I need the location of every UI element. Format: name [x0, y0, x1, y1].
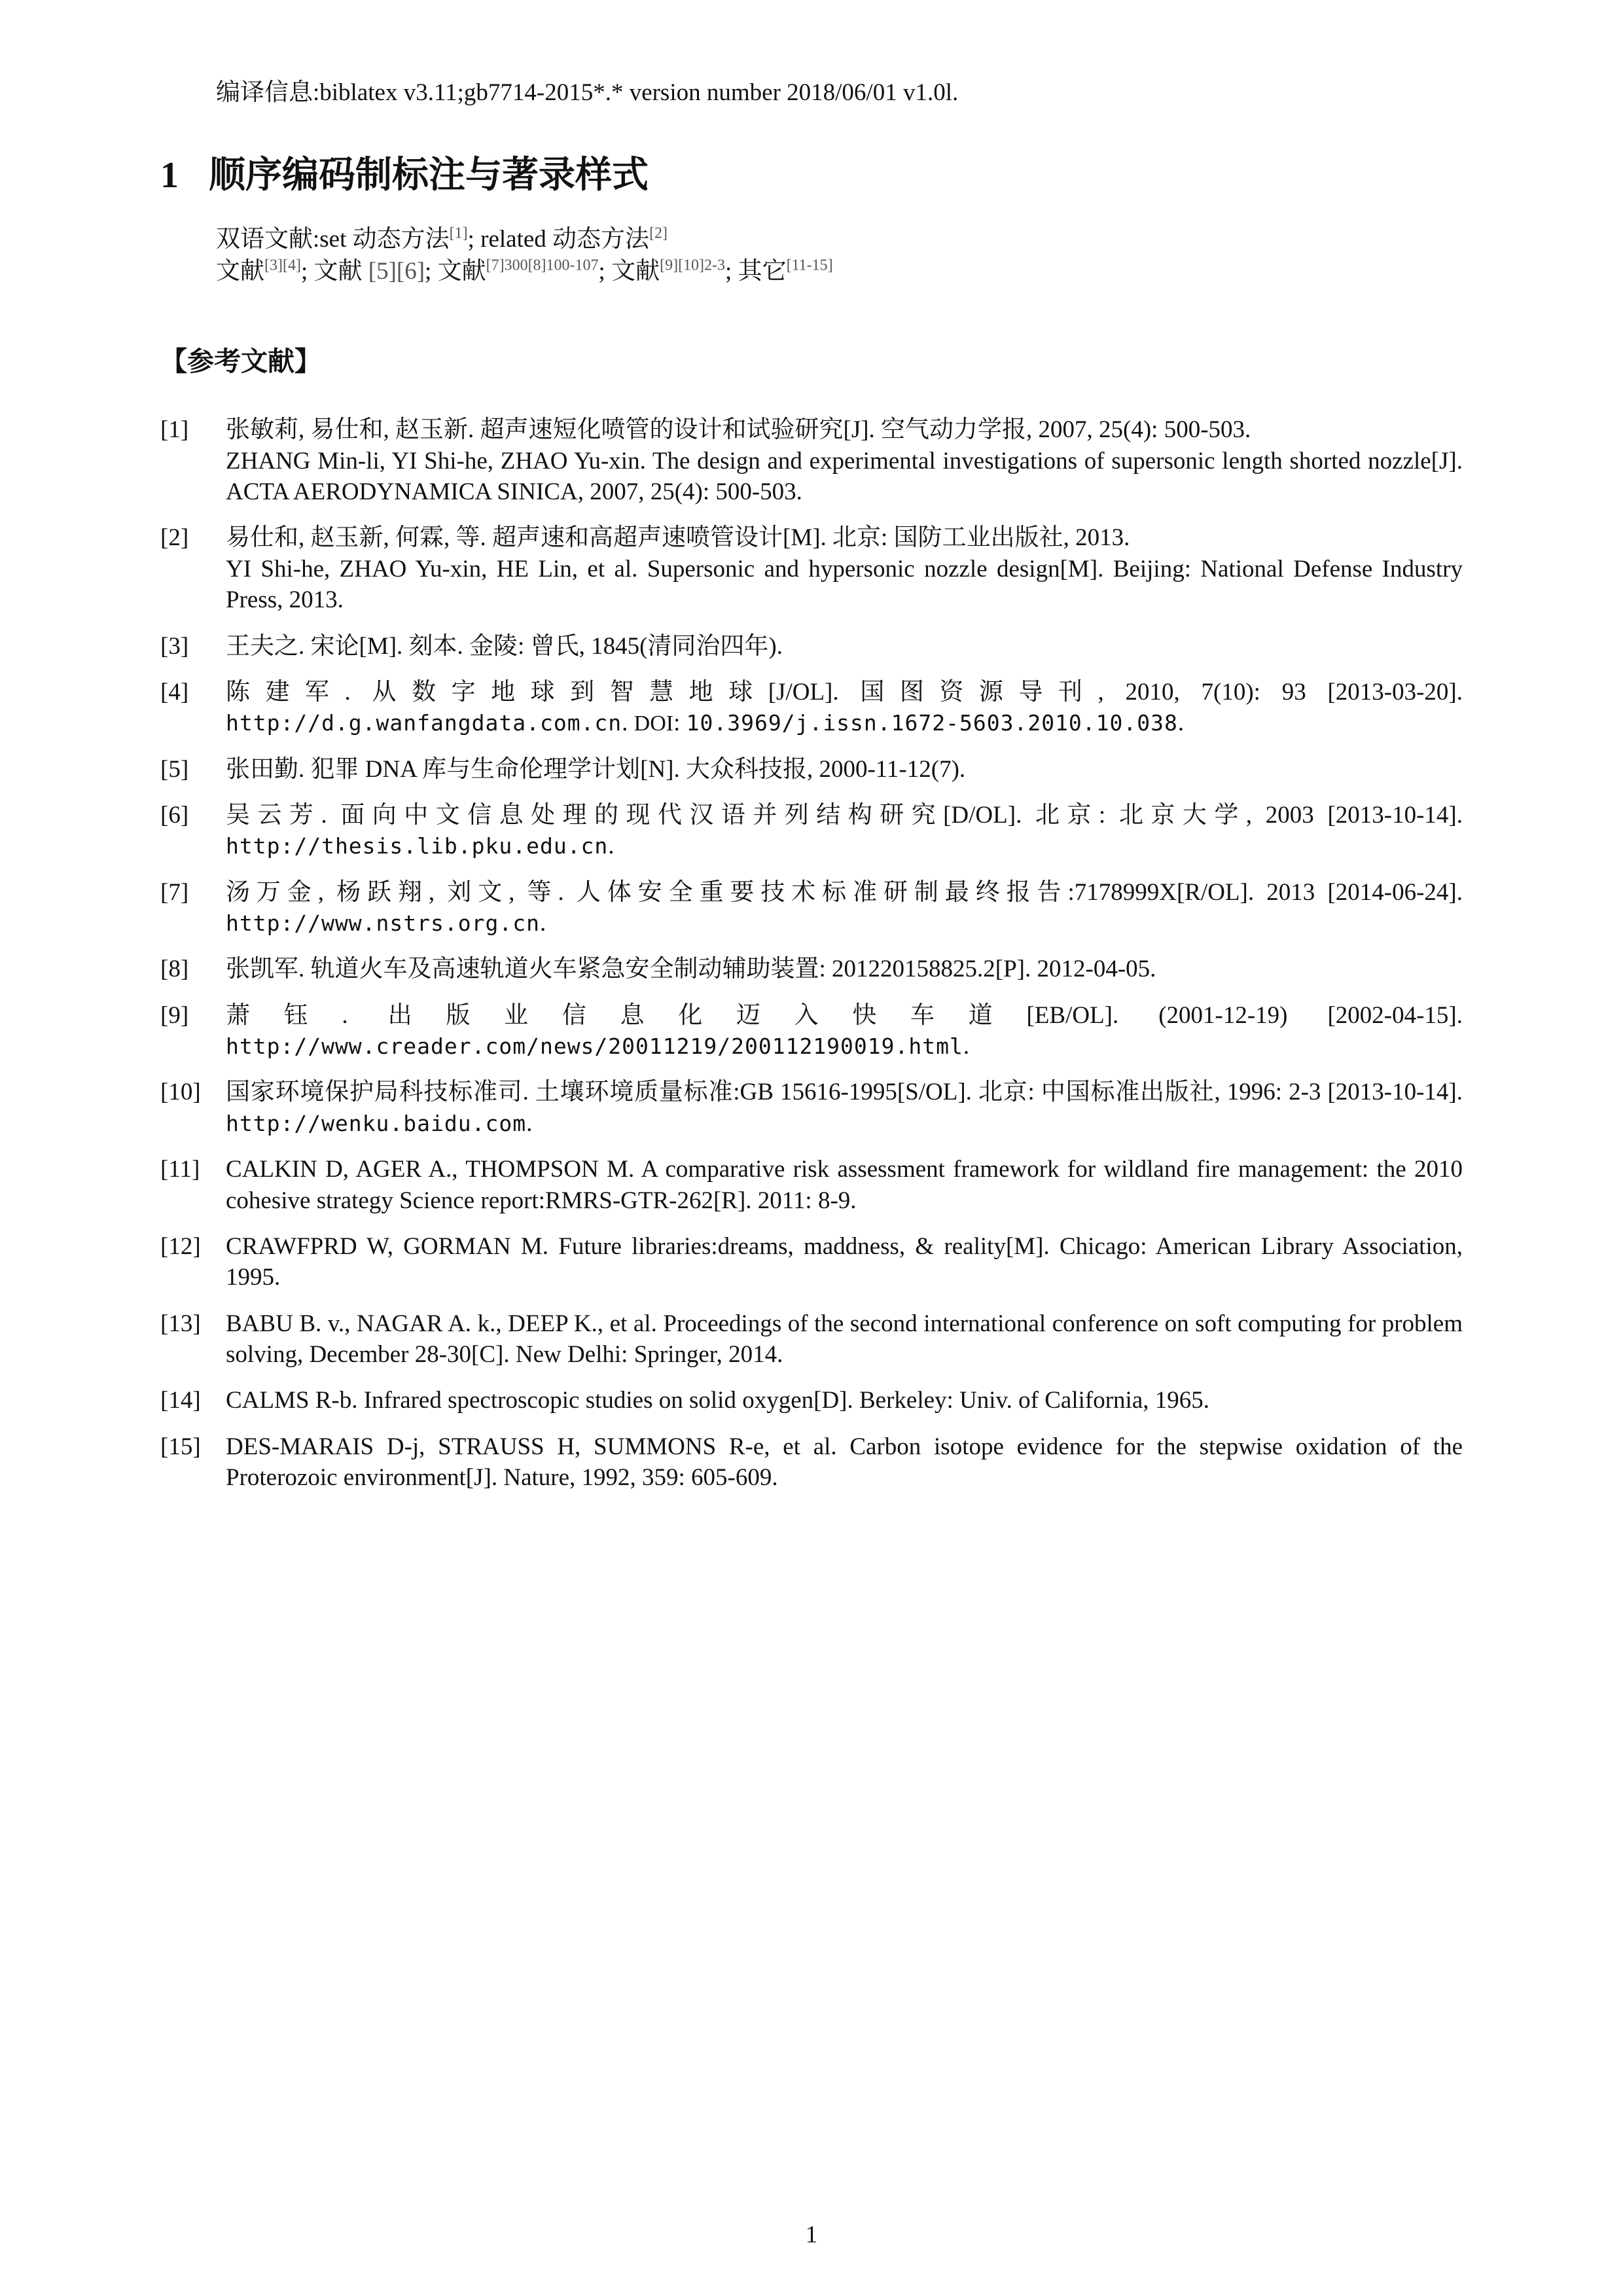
- reference-label: [6]: [160, 801, 189, 829]
- text-segment: .: [526, 1109, 533, 1137]
- text-segment: .: [1177, 709, 1185, 737]
- text-segment: CALKIN D, AGER A., THOMPSON M. A comparative risk assessment framework for wildland fire management: the 2010 cohesive strategy Science report:RMRS-GTR-262[R]. 2011: 8-9.: [226, 1156, 1463, 1214]
- citation-superscript-link[interactable]: [2]: [649, 224, 668, 242]
- reference-text: [226, 631, 1463, 662]
- reference-text: [226, 414, 1463, 507]
- text-segment: 张敏莉, 易仕和, 赵玉新. 超声速短化喷管的设计和试验研究[J]. 空气动力学报, 2007, 25(4): 500-503.: [226, 416, 1251, 444]
- text-segment: .: [622, 709, 634, 737]
- text-segment: 汤万金, 杨跃翔, 刘文, 等. 人体安全重要技术标准研制最终报告:7178999X[R/OL]. 2013 [2014-06-24].: [226, 878, 1463, 906]
- reference-label: [15]: [160, 1433, 201, 1460]
- page-number: 1: [805, 2221, 818, 2248]
- reference-text: [226, 877, 1463, 939]
- reference-label: [11]: [160, 1156, 200, 1183]
- text-segment: CALMS R-b. Infrared spectroscopic studies on solid oxygen[D]. Berkeley: Univ. of California, 1965.: [226, 1387, 1209, 1414]
- citation-superscript-link[interactable]: [9][10]2-3: [660, 257, 726, 274]
- reference-label: [12]: [160, 1232, 201, 1260]
- reference-label: [5]: [160, 755, 189, 783]
- text-segment: 张田勤. 犯罪 DNA 库与生命伦理学计划[N]. 大众科技报, 2000-11-12(7).: [226, 755, 966, 783]
- reference-text: [226, 1231, 1463, 1293]
- reference-label: [1]: [160, 416, 189, 444]
- reference-item: [160, 800, 1463, 862]
- url-link[interactable]: http://d.g.wanfangdata.com.cn: [226, 710, 622, 736]
- text-segment: ; 文献: [425, 257, 486, 285]
- reference-text: [226, 522, 1463, 615]
- reference-item: [160, 1431, 1463, 1494]
- compile-info-line: 编译信息:biblatex v3.11;gb7714-2015*.* version number 2018/06/01 v1.0l.: [216, 79, 959, 106]
- reference-text: [226, 677, 1463, 739]
- text-segment: DES-MARAIS D-j, STRAUSS H, SUMMONS R-e, et al. Carbon isotope evidence for the stepwise oxidation of the Proterozoic environment[J]. Nature, 1992, 359: 605-609.: [226, 1433, 1463, 1492]
- text-segment: 易仕和, 赵玉新, 何霖, 等. 超声速和高超声速喷管设计[M]. 北京: 国防工业出版社, 2013.: [226, 524, 1130, 552]
- section-title: 顺序编码制标注与著录样式: [209, 154, 649, 196]
- reference-item: [160, 414, 1463, 507]
- reference-item: [160, 631, 1463, 662]
- text-segment: ZHANG Min-li, YI Shi-he, ZHAO Yu-xin. The design and experimental investigations of supersonic length shorted nozzle[J]. ACTA AERODYNAMICA SINICA, 2007, 25(4): 500-503.: [226, 447, 1463, 506]
- reference-text: [226, 754, 1463, 785]
- text-segment: 陈建军. 从数字地球到智慧地球[J/OL]. 国图资源导刊, 2010, 7(10): 93 [2013-03-20].: [226, 678, 1463, 706]
- reference-item: [160, 1385, 1463, 1416]
- text-segment: ; 文献: [598, 257, 660, 285]
- reference-label: [13]: [160, 1310, 201, 1337]
- reference-item: [160, 1154, 1463, 1216]
- text-segment: ; related 动态方法: [467, 225, 650, 253]
- reference-label: [14]: [160, 1387, 201, 1414]
- citation-paragraph: [160, 224, 1463, 288]
- reference-text: [226, 1385, 1463, 1416]
- reference-text: [226, 1077, 1463, 1139]
- reference-label: [7]: [160, 878, 189, 906]
- text-segment: 吴云芳. 面向中文信息处理的现代汉语并列结构研究[D/OL]. 北京: 北京大学, 2003 [2013-10-14].: [226, 801, 1463, 829]
- reference-text: [226, 1431, 1463, 1494]
- reference-item: [160, 1077, 1463, 1139]
- text-segment: 国家环境保护局科技标准司. 土壤环境质量标准:GB 15616-1995[S/OL]. 北京: 中国标准出版社, 1996: 2-3 [2013-10-14].: [226, 1079, 1463, 1106]
- references-heading: 【参考文献】: [160, 346, 321, 377]
- text-segment: :: [673, 709, 687, 737]
- text-segment: 王夫之. 宋论[M]. 刻本. 金陵: 曾氏, 1845(清同治四年).: [226, 632, 783, 660]
- reference-label: [8]: [160, 956, 189, 983]
- reference-label: [9]: [160, 1001, 189, 1029]
- citation-superscript-link[interactable]: [1]: [449, 224, 468, 242]
- reference-item: [160, 1000, 1463, 1062]
- section-number: 1: [160, 155, 179, 196]
- text-segment: 双语文献:set 动态方法: [216, 225, 450, 253]
- reference-label: [2]: [160, 524, 189, 552]
- doi-label: DOI: [633, 711, 674, 736]
- citation-superscript-link[interactable]: [3][4]: [264, 257, 301, 274]
- reference-item: [160, 877, 1463, 939]
- url-link[interactable]: http://www.creader.com/news/20011219/200112190019.html: [226, 1033, 963, 1060]
- reference-label: [4]: [160, 678, 189, 706]
- text-segment: BABU B. v., NAGAR A. k., DEEP K., et al. Proceedings of the second international conference on soft computing for problem solving, December 28-30[C]. New Delhi: Springer, 2014.: [226, 1310, 1463, 1368]
- text-segment: 文献: [216, 257, 264, 285]
- citation-superscript-link[interactable]: [11-15]: [786, 257, 833, 274]
- reference-item: [160, 522, 1463, 615]
- citation-line: [216, 256, 1463, 288]
- reference-text: [226, 1000, 1463, 1062]
- text-segment: .: [963, 1033, 970, 1060]
- url-link[interactable]: http://wenku.baidu.com: [226, 1110, 527, 1136]
- reference-list: [160, 414, 1463, 1493]
- reference-text: [226, 800, 1463, 862]
- reference-item: [160, 754, 1463, 785]
- url-link[interactable]: http://www.nstrs.org.cn: [226, 910, 540, 937]
- reference-item: [160, 677, 1463, 739]
- text-segment: YI Shi-he, ZHAO Yu-xin, HE Lin, et al. Supersonic and hypersonic nozzle design[M]. Beijing: National Defense Industry Press, 2013.: [226, 555, 1463, 614]
- text-segment: 张凯军. 轨道火车及高速轨道火车紧急安全制动辅助装置: 201220158825.2[P]. 2012-04-05.: [226, 956, 1156, 983]
- reference-label: [10]: [160, 1079, 201, 1106]
- reference-label: [3]: [160, 632, 189, 660]
- reference-item: [160, 1308, 1463, 1371]
- text-segment: .: [539, 910, 546, 937]
- text-segment: CRAWFPRD W, GORMAN M. Future libraries:dreams, maddness, & reality[M]. Chicago: American Library Association, 1995.: [226, 1232, 1463, 1291]
- text-segment: ; 其它: [725, 257, 787, 285]
- section-heading: [160, 154, 1463, 196]
- reference-item: [160, 1231, 1463, 1293]
- citation-superscript-link[interactable]: [7]300[8]100-107: [486, 257, 599, 274]
- citation-line: [216, 224, 1463, 256]
- citation-inline-link[interactable]: [5][6]: [368, 257, 425, 285]
- text-segment: .: [608, 833, 615, 860]
- reference-text: [226, 954, 1463, 984]
- reference-text: [226, 1154, 1463, 1216]
- url-link[interactable]: 10.3969/j.issn.1672-5603.2010.10.038: [686, 710, 1178, 736]
- text-segment: ; 文献: [300, 257, 368, 285]
- text-segment: 萧钰. 出版业信息化迈入快车道[EB/OL]. (2001-12-19) [2002-04-15].: [226, 1001, 1463, 1029]
- reference-text: [226, 1308, 1463, 1371]
- url-link[interactable]: http://thesis.lib.pku.edu.cn: [226, 833, 609, 859]
- reference-item: [160, 954, 1463, 984]
